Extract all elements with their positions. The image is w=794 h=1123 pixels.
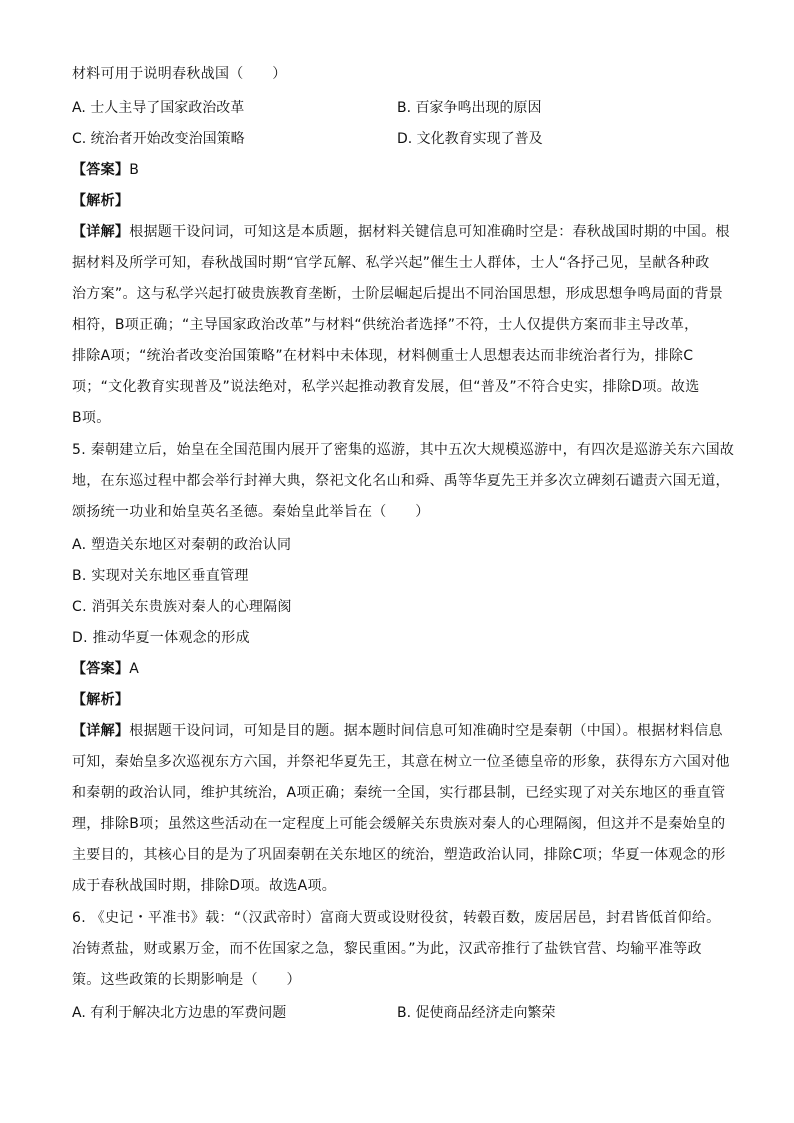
q4-option-b: B. 百家争鸣出现的原因	[397, 100, 542, 116]
q5-detail-text-1: 根据题干设问词，可知是目的题。据本题时间信息可知准确时空是秦朝（中国）。根据材料信息	[129, 723, 723, 739]
q4-option-c: C. 统治者开始改变治国策略	[72, 131, 245, 147]
q4-detail-line-5: 排除A项；“统治者改变治国策略”在材料中未体现，材料侧重士人思想表达而非统治者行为，排除C	[72, 348, 694, 364]
q6-options-row-1	[72, 1003, 722, 1023]
q4-detail-line-2: 据材料及所学可知，春秋战国时期“官学瓦解、私学兴起”催生士人群体，士人“各抒己见，呈献各种政	[72, 255, 710, 271]
q4-analysis-tag	[72, 191, 129, 211]
q5-stem-line-2: 地，在东巡过程中都会举行封禅大典，祭祀文化名山和舜、禹等华夏先王并多次立碑刻石谴责六国无道，	[72, 473, 730, 489]
q5-option-c: C. 消弭关东贵族对秦人的心理隔阂	[72, 599, 292, 615]
q4-options-row-2	[72, 129, 722, 149]
q5-detail-line-1	[72, 721, 723, 741]
q5-answer-tag: 【答案】	[72, 661, 130, 677]
q6-option-a: A. 有利于解决北方边患的军费问题	[72, 1005, 287, 1021]
q4-analysis-label: 【解析】	[72, 193, 130, 209]
q4-detail-text-1: 根据题干设问词，可知这是本质题，据材料关键信息可知准确时空是：春秋战国时期的中国。根	[129, 224, 730, 240]
q4-answer-value: B	[129, 162, 140, 178]
q5-detail-line-4: 理，排除B项；虽然这些活动在一定程度上可能会缓解关东贵族对秦人的心理隔阂，但这并不是秦始皇的	[72, 816, 726, 832]
q5-analysis-tag	[72, 690, 129, 710]
q5-option-a: A. 塑造关东地区对秦朝的政治认同	[72, 537, 292, 553]
q4-option-d: D. 文化教育实现了普及	[397, 131, 543, 147]
q4-detail-tag: 【详解】	[72, 224, 130, 240]
q5-stem-line-3: 颂扬统一功业和始皇英名圣德。秦始皇此举旨在（ ）	[72, 504, 430, 520]
q6-stem-line-2: 冶铸煮盐，财或累万金，而不佐国家之急，黎民重困。”为此，汉武帝推行了盐铁官营、均输平准等政	[72, 941, 702, 957]
q6-stem-line-3: 策。这些政策的长期影响是（ ）	[72, 972, 301, 988]
q5-analysis-label: 【解析】	[72, 692, 130, 708]
q5-option-d: D. 推动华夏一体观念的形成	[72, 630, 250, 646]
q5-stem-line-1: 5. 秦朝建立后，始皇在全国范围内展开了密集的巡游，其中五次大规模巡游中，有四次是巡游关东六国故	[72, 442, 735, 458]
q4-answer-tag: 【答案】	[72, 162, 130, 178]
q5-detail-tag: 【详解】	[72, 723, 130, 739]
q5-option-b: B. 实现对关东地区垂直管理	[72, 568, 249, 584]
q5-detail-line-5: 主要目的，其核心目的是为了巩固秦朝在关东地区的统治，塑造政治认同，排除C项；华夏一体观念的形	[72, 847, 726, 863]
q6-stem-line-1: 6. 《史记・平准书》载：“（汉武帝时）富商大贾或设财役贫，转毂百数，废居居邑，封君皆低首仰给。	[72, 910, 721, 926]
q5-answer	[72, 659, 139, 679]
q4-detail-line-4: 相符，B项正确；“主导国家政治改革”与材料“供统治者选择”不符，士人仅提供方案而非主导改革，	[72, 317, 699, 333]
q4-detail-line-7: B项。	[72, 410, 111, 426]
q6-option-b: B. 促使商品经济走向繁荣	[397, 1005, 556, 1021]
q5-detail-line-2: 可知，秦始皇多次巡视东方六国，并祭祀华夏先王，其意在树立一位圣德皇帝的形象，获得东方六国对他	[72, 754, 730, 770]
q4-stem: 材料可用于说明春秋战国（ ）	[72, 66, 287, 82]
q4-detail-line-1	[72, 222, 730, 242]
q4-options-row-1	[72, 98, 722, 118]
q4-option-a: A. 士人主导了国家政治改革	[72, 100, 245, 116]
q4-detail-line-3: 治方案”。这与私学兴起打破贵族教育垄断，士阶层崛起后提出不同治国思想，形成思想争鸣局面的背景	[72, 286, 724, 302]
q5-detail-line-3: 和秦朝的政治认同，维护其统治，A项正确；秦统一全国，实行郡县制，已经实现了对关东地区的垂直管	[72, 785, 726, 801]
q4-answer	[72, 160, 139, 180]
q5-answer-value: A	[129, 661, 140, 677]
q5-detail-line-6: 成于春秋战国时期，排除D项。故选A项。	[72, 878, 337, 894]
q4-detail-line-6: 项；“文化教育实现普及”说法绝对，私学兴起推动教育发展，但“普及”不符合史实，排除D项。故选	[72, 379, 700, 395]
